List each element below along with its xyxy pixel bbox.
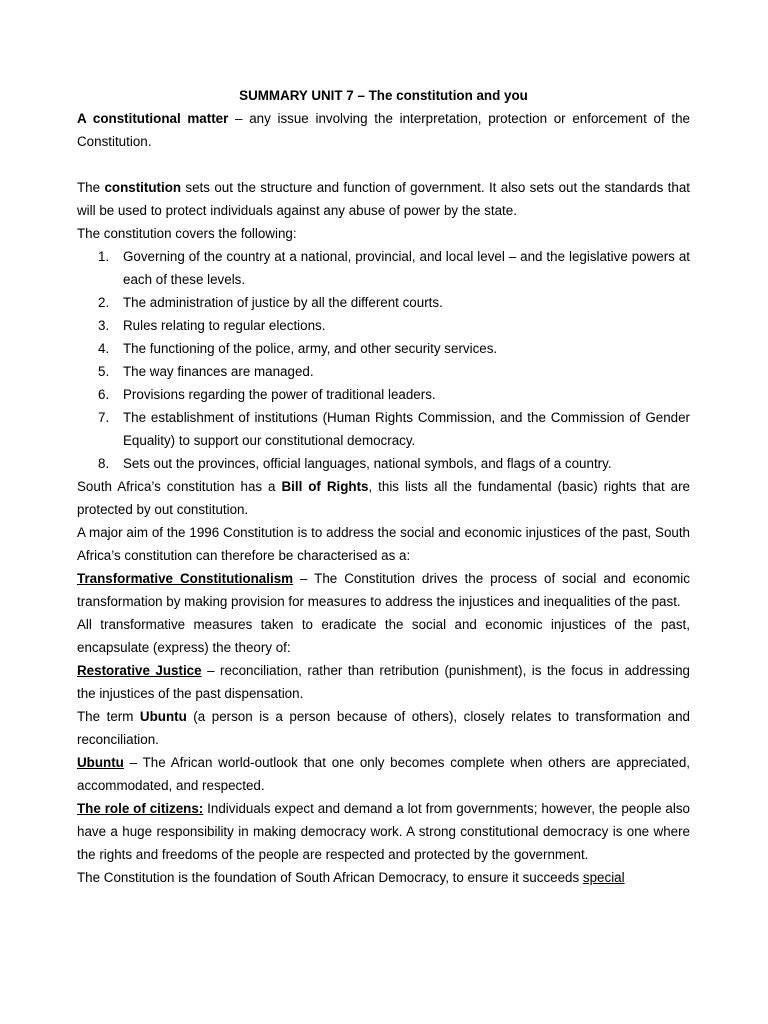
term-restorative-justice: Restorative Justice xyxy=(77,663,202,678)
definition-constitutional-matter: – any issue involving the interpretation, protection or enforcement of the Constitution. xyxy=(77,111,690,149)
underlined-special: special xyxy=(582,870,625,885)
covers-list xyxy=(77,245,690,475)
measures-paragraph: All transformative measures taken to eradicate the social and economic injustices of the past, encapsulate (express) the theory of: xyxy=(77,617,690,655)
bill-of-rights-paragraph: South Africa’s constitution has a Bill of Rights, this lists all the fundamental (basic) rights that are protected by out constitution. xyxy=(77,479,690,517)
constitution-intro-paragraph: The constitution sets out the structure and function of government. It also sets out the standards that will be used to protect individuals against any abuse of power by the state. xyxy=(77,180,691,218)
term-ubuntu: Ubuntu xyxy=(139,709,187,724)
transformative-paragraph: Transformative Constitutionalism – The Constitution drives the process of social and economic transformation by making provision for measures to address the injustices and inequalities of the past. xyxy=(77,571,690,609)
term-constitution: constitution xyxy=(104,180,182,195)
ubuntu-term-paragraph: The term Ubuntu (a person is a person because of others), closely relates to transformation and reconciliation. xyxy=(77,709,691,747)
term-bill-of-rights: Bill of Rights xyxy=(281,479,369,494)
list-item: 5. The way finances are managed. xyxy=(98,364,314,379)
page-title: SUMMARY UNIT 7 – The constitution and you xyxy=(239,88,528,103)
constitutional-matter-paragraph xyxy=(77,107,690,153)
list-item: 6. Provisions regarding the power of traditional leaders. xyxy=(98,387,436,402)
term-ubuntu-heading: Ubuntu xyxy=(77,755,124,770)
paragraph-gap xyxy=(77,153,690,176)
list-item: 4. The functioning of the police, army, and other security services. xyxy=(98,341,498,356)
term-constitutional-matter: A constitutional matter xyxy=(77,111,229,126)
list-item: 2. The administration of justice by all the different courts. xyxy=(98,295,443,310)
covers-intro: The constitution covers the following: xyxy=(77,226,297,241)
role-of-citizens-paragraph: The role of citizens: Individuals expect and demand a lot from governments; however, the people also have a huge responsibility in making democracy work. A strong constitutional democracy is one where the rights and freedoms of the people are respected and protected by the government. xyxy=(77,801,690,862)
foundation-paragraph: The Constitution is the foundation of South African Democracy, to ensure it succeeds special xyxy=(77,870,625,885)
restorative-paragraph: Restorative Justice – reconciliation, rather than retribution (punishment), is the focus in addressing the injustices of the past dispensation. xyxy=(77,663,690,701)
list-item: 8. Sets out the provinces, official languages, national symbols, and flags of a country. xyxy=(98,456,612,471)
ubuntu-definition-paragraph: Ubuntu – The African world-outlook that one only becomes complete when others are appreciated, accommodated, and respected. xyxy=(77,755,690,793)
list-item: 3. Rules relating to regular elections. xyxy=(98,318,326,333)
list-item: 7. The establishment of institutions (Human Rights Commission, and the Commission of Gender Equality) to support our constitutional democracy. xyxy=(98,410,690,448)
term-transformative-constitutionalism: Transformative Constitutionalism xyxy=(77,571,294,586)
term-role-of-citizens: The role of citizens: xyxy=(77,801,204,816)
aim-1996-paragraph: A major aim of the 1996 Constitution is to address the social and economic injustices of the past, South Africa’s constitution can therefore be characterised as a: xyxy=(77,525,690,563)
list-item: 1. Governing of the country at a national, provincial, and local level – and the legislative powers at each of these levels. xyxy=(98,249,690,287)
